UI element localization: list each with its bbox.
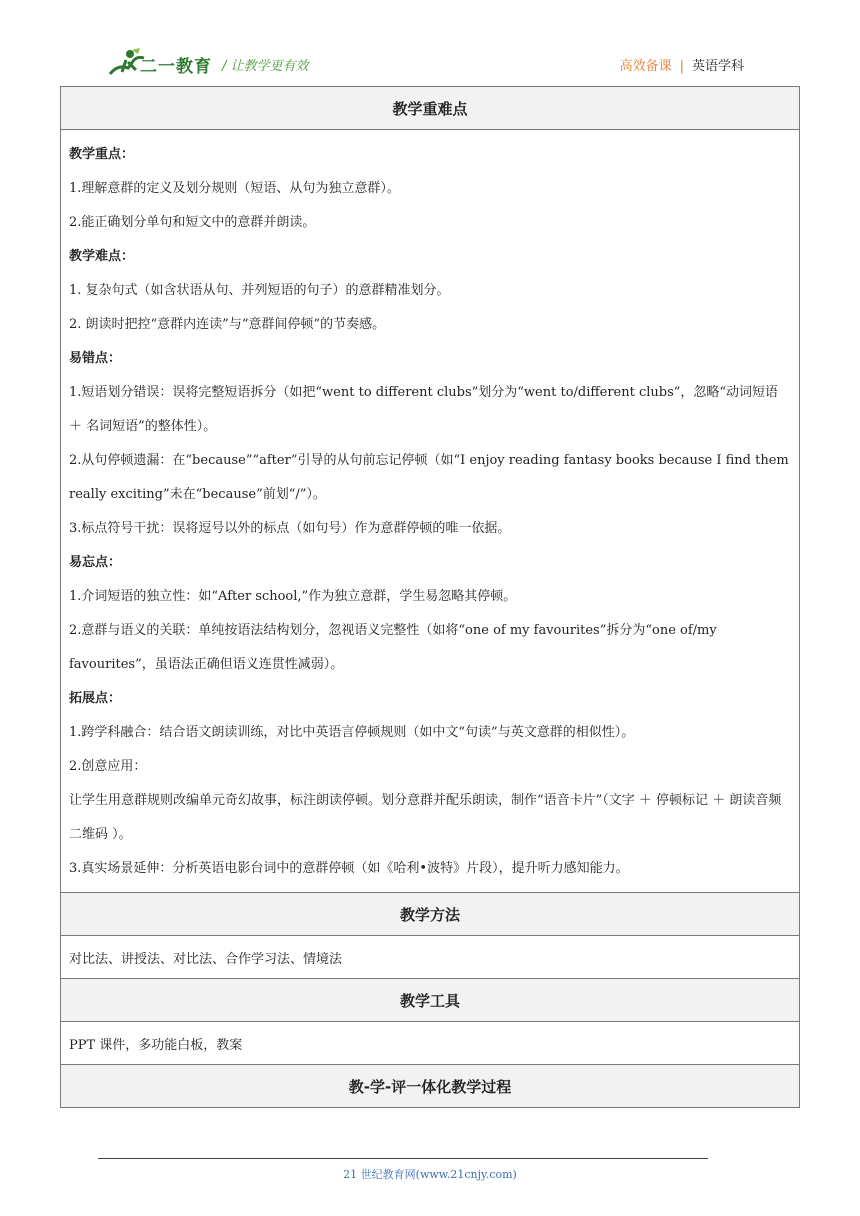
header-tags <box>620 55 744 74</box>
extend-item-2-detail: 让学生用意群规则改编单元奇幻故事，标注朗读停顿。划分意群并配乐朗读，制作“语音卡片”（文字 ＋ 停顿标记 ＋ 朗读音频二维码 ）。 <box>69 793 782 842</box>
extend-heading: 拓展点： <box>69 691 122 706</box>
brand-slogan: / 让教学更有效 <box>222 59 309 74</box>
tag-subject: 英语学科 <box>691 59 744 74</box>
page-header <box>0 0 860 86</box>
difficulty-item-1: 1. 复杂句式（如含状语从句、并列短语的句子）的意群精准划分。 <box>69 283 450 298</box>
tools-content: PPT 课件，多功能白板，教案 <box>61 1022 800 1065</box>
forget-item-1: 1.介词短语的独立性：如“After school,”作为独立意群，学生易忽略其停顿。 <box>69 589 517 604</box>
methods-header: 教学方法 <box>61 893 800 936</box>
difficulty-item-2: 2. 朗读时把控“意群内连读”与“意群间停顿”的节奏感。 <box>69 317 386 332</box>
focus-heading: 教学重点： <box>69 147 135 162</box>
error-item-2: 2.从句停顿遗漏：在“because”“after”引导的从句前忘记停顿（如“I enjoy reading fantasy books because I find them really exciting”未在“because”前划“/”）。 <box>69 453 789 502</box>
error-heading: 易错点： <box>69 351 122 366</box>
key-points-content <box>61 130 800 893</box>
tools-header: 教学工具 <box>61 979 800 1022</box>
brand-name: 二一教育 <box>140 57 212 77</box>
extend-item-1: 1.跨学科融合：结合语文朗读训练，对比中英语言停顿规则（如中文“句读”与英文意群的相似性）。 <box>69 725 635 740</box>
footer-divider <box>98 1158 708 1159</box>
extend-item-2: 2.创意应用： <box>69 759 147 774</box>
tag-efficient-prep: 高效备课 <box>619 59 672 74</box>
focus-item-1: 1.理解意群的定义及划分规则（短语、从句为独立意群）。 <box>69 181 400 196</box>
extend-item-3: 3.真实场景延伸：分析英语电影台词中的意群停顿（如《哈利•波特》片段），提升听力感知能力。 <box>69 861 629 876</box>
error-item-1: 1.短语划分错误：误将完整短语拆分（如把“went to different clubs”划分为“went to/different clubs”，忽略“动词短语 ＋ 名词短语”的整体性）。 <box>69 385 779 434</box>
error-item-3: 3.标点符号干扰：误将逗号以外的标点（如句号）作为意群停顿的唯一依据。 <box>69 521 511 536</box>
focus-item-2: 2.能正确划分单句和短文中的意群并朗读。 <box>69 215 316 230</box>
tag-separator: | <box>679 59 684 74</box>
methods-content: 对比法、讲授法、对比法、合作学习法、情境法 <box>61 936 800 979</box>
key-points-header: 教学重难点 <box>61 87 800 130</box>
forget-item-2: 2.意群与语义的关联：单纯按语法结构划分，忽视语义完整性（如将“one of my favourites”拆分为“one of/my favourites”，虽语法正确但语义连贯性减弱）。 <box>69 623 717 672</box>
difficulty-heading: 教学难点： <box>69 249 135 264</box>
process-header: 教-学-评一体化教学过程 <box>61 1065 800 1108</box>
forget-heading: 易忘点： <box>69 555 122 570</box>
footer-source: 21 世纪教育网(www.21cnjy.com) <box>343 1168 517 1181</box>
lesson-table <box>60 86 800 1108</box>
